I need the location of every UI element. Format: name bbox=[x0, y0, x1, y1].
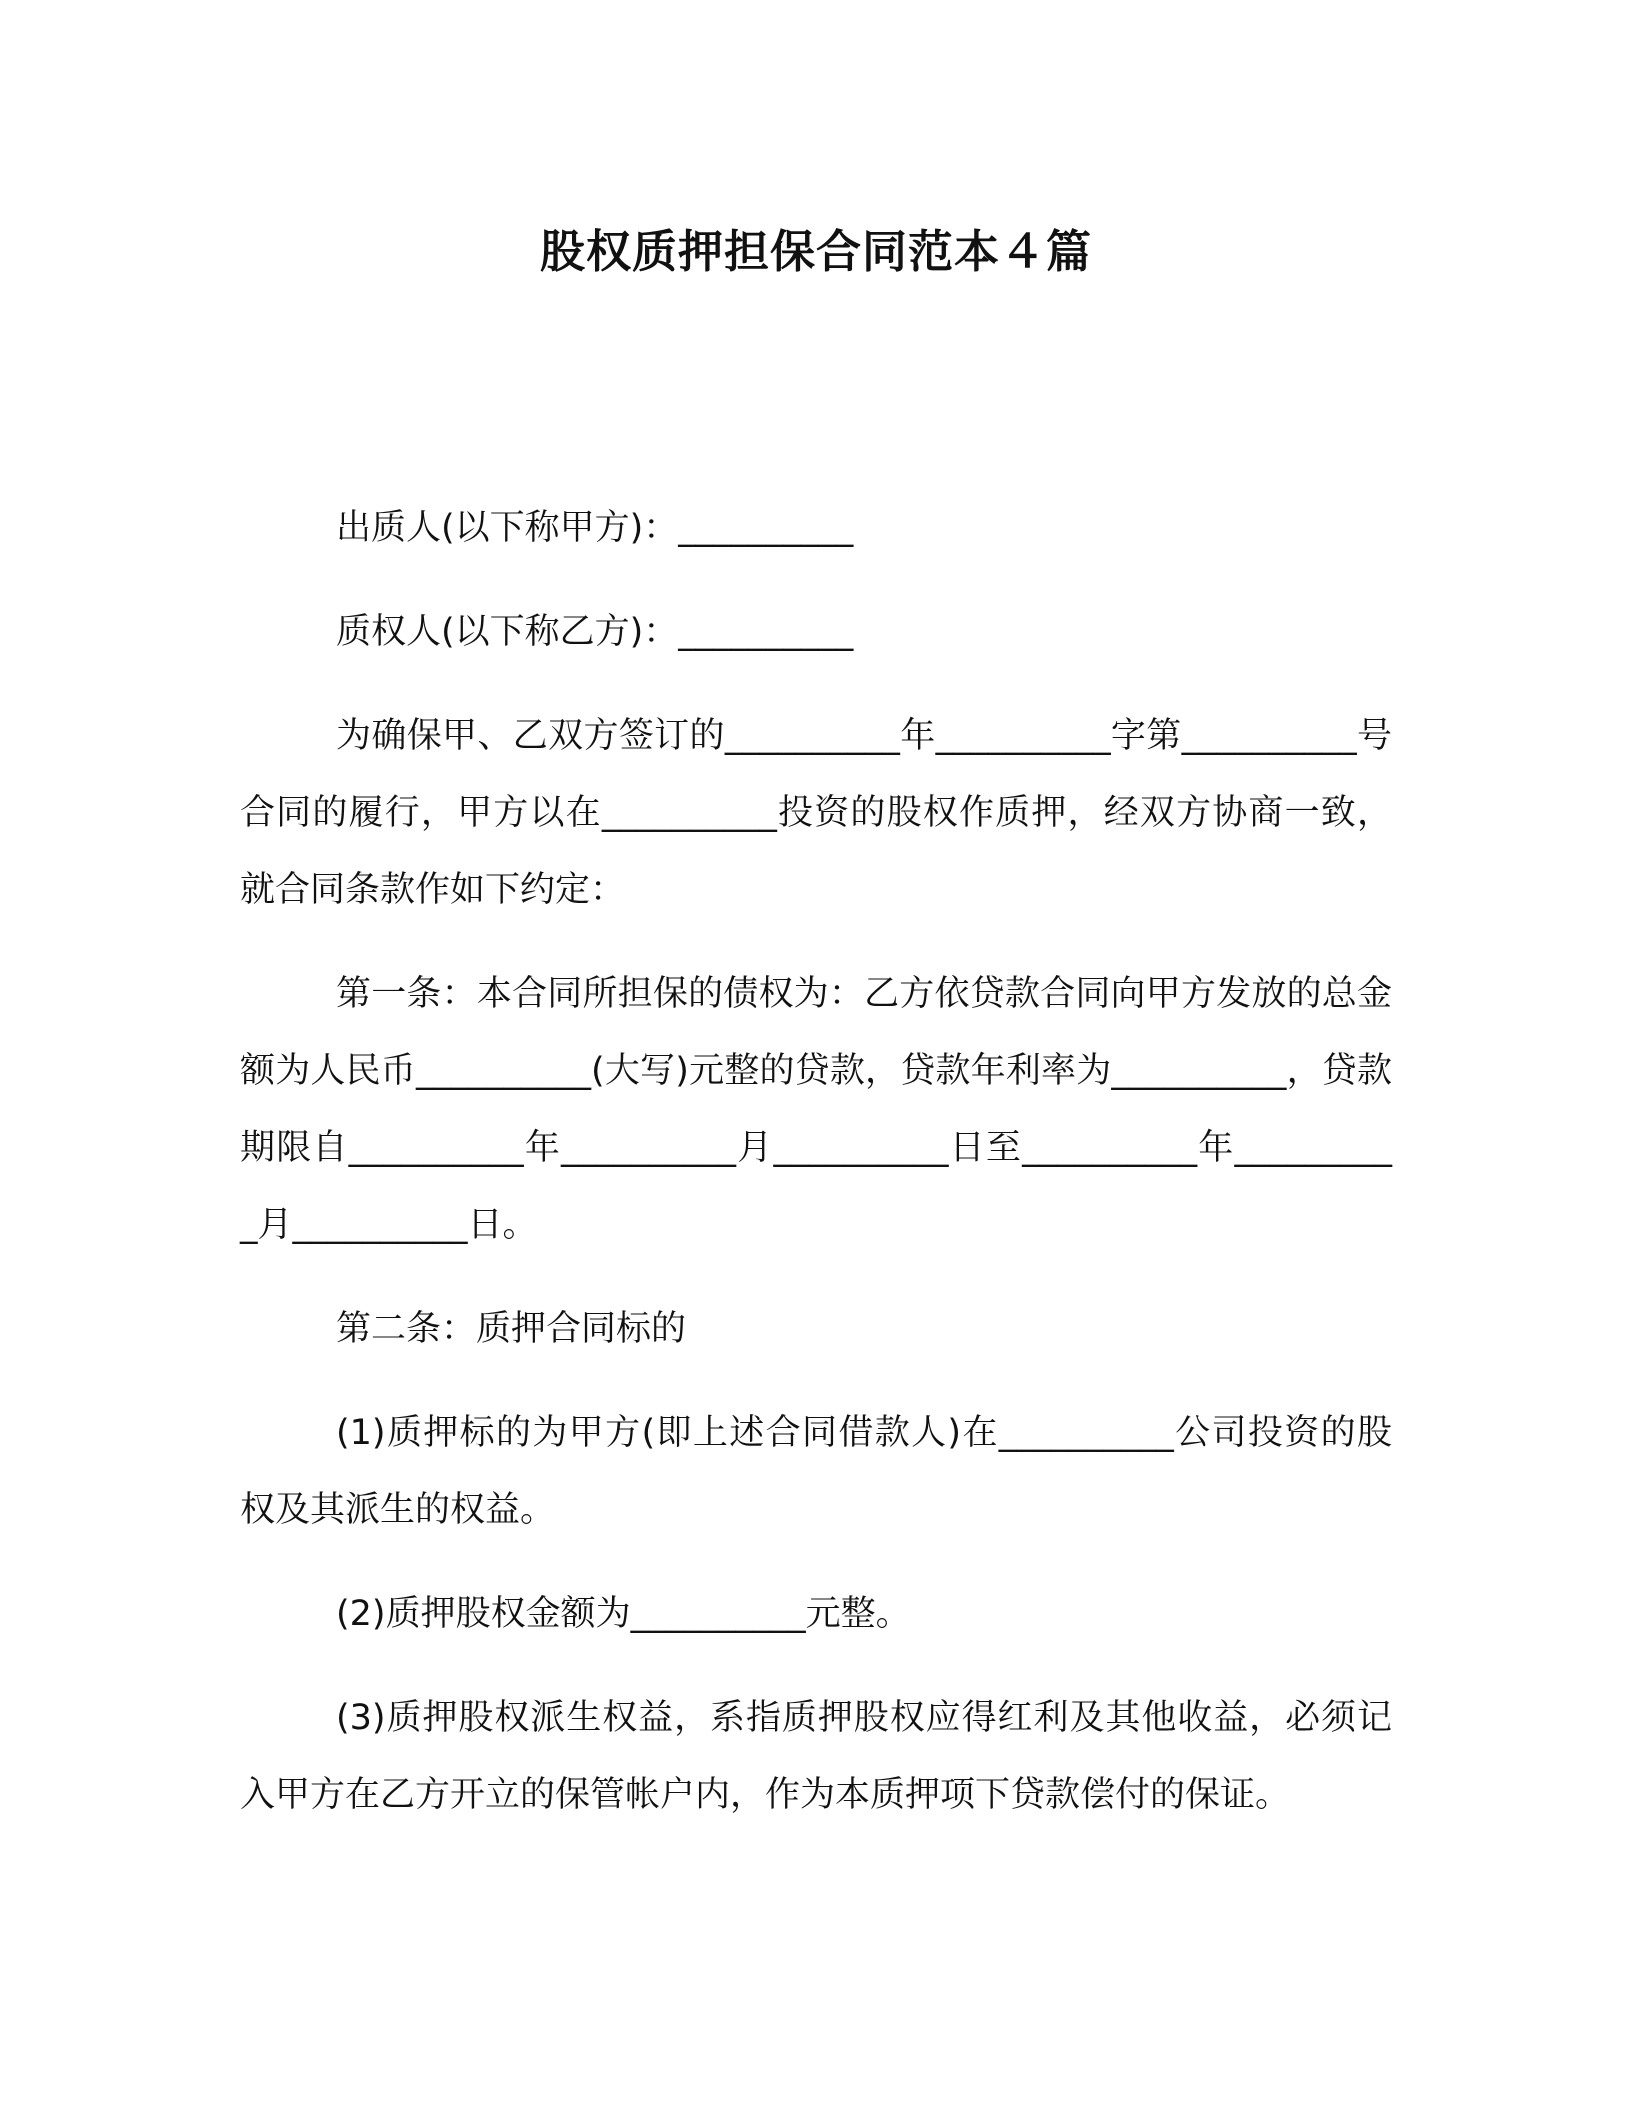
pledgor-line: 出质人(以下称甲方)：__________ bbox=[336, 508, 854, 548]
clause-2-paragraph: (2)质押股权金额为__________元整。 bbox=[336, 1594, 911, 1634]
article-two-heading: 第二条：质押合同标的 bbox=[336, 1309, 687, 1349]
document-title: 股权质押担保合同范本４篇 bbox=[539, 225, 1092, 278]
document-body bbox=[240, 490, 1392, 1861]
preamble-paragraph: 为确保甲、乙双方签订的__________年__________字第__________号合同的履行，甲方以在__________投资的股权作质押，经双方协商一致，就合同条款作如下约定： bbox=[240, 716, 1392, 910]
clause-1-paragraph: (1)质押标的为甲方(即上述合同借款人)在__________公司投资的股权及其派生的权益。 bbox=[240, 1413, 1392, 1530]
pledgee-line: 质权人(以下称乙方)：__________ bbox=[336, 612, 854, 652]
clause-3-paragraph: (3)质押股权派生权益，系指质押股权应得红利及其他收益，必须记入甲方在乙方开立的保管帐户内，作为本质押项下贷款偿付的保证。 bbox=[240, 1698, 1392, 1815]
article-one-paragraph: 第一条：本合同所担保的债权为：乙方依贷款合同向甲方发放的总金额为人民币__________(大写)元整的贷款，贷款年利率为__________，贷款期限自__________年__________月__________日至__________年__________月__________日。 bbox=[240, 974, 1392, 1245]
